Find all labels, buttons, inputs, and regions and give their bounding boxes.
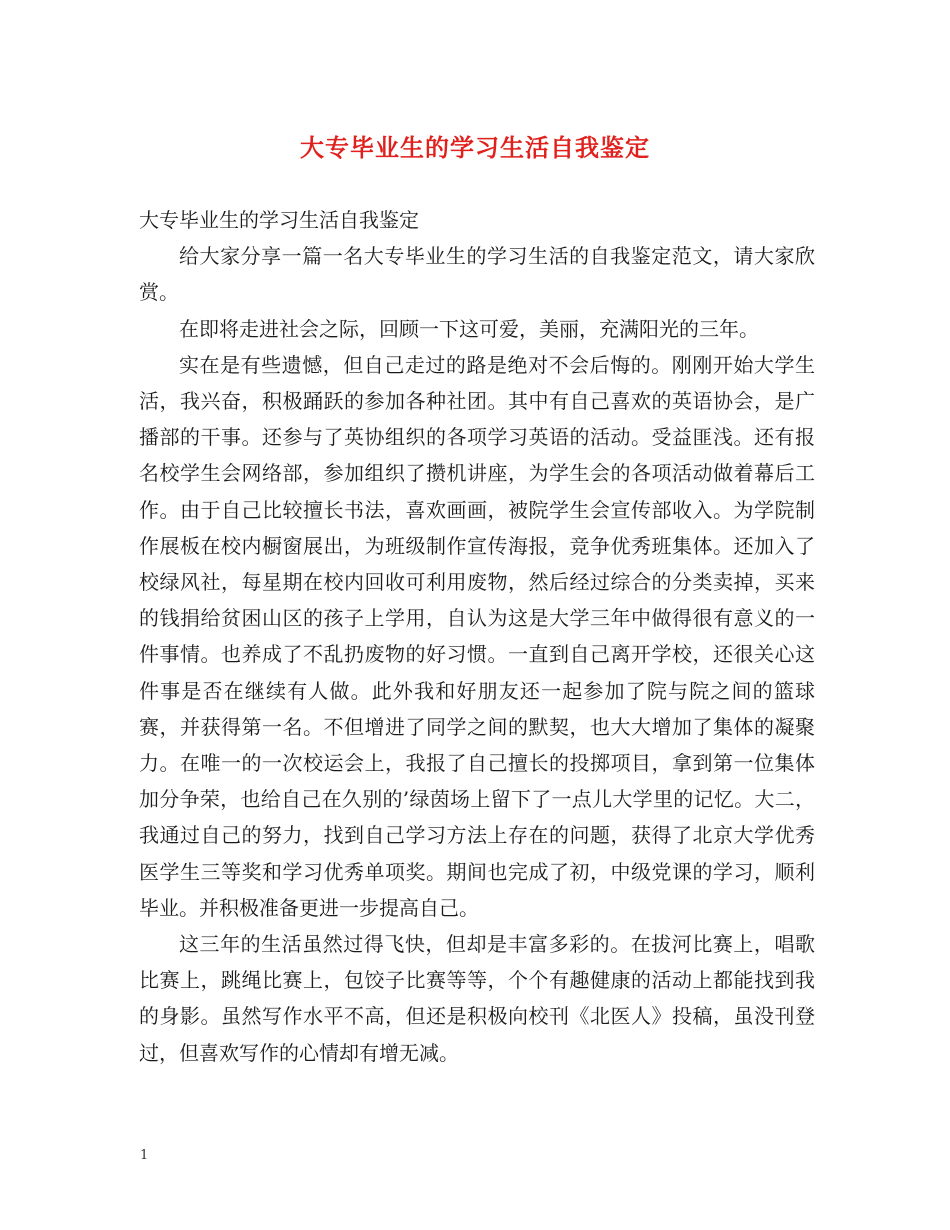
body-paragraph-heading: 大专毕业生的学习生活自我鉴定 (139, 208, 419, 232)
body-paragraph: 实在是有些遗憾，但自己走过的路是绝对不会后悔的。刚刚开始大学生活，我兴奋，积极踊跃的参加各种社团。其中有自己喜欢的英语协会，是广播部的干事。还参与了英协组织的各项学习英语的活动。受益匪浅。还有报名校学生会网络部，参加组织了攒机讲座，为学生会的各项活动做着幕后工作。由于自己比较擅长书法，喜欢画画，被院学生会宣传部收入。为学院制作展板在校内橱窗展出，为班级制作宣传海报，竞争优秀班集体。还加入了校绿风社，每星期在校内回收可利用废物，然后经过综合的分类卖掉，买来的钱捐给贫困山区的孩子上学用，自认为这是大学三年中做得很有意义的一件事情。也养成了不乱扔废物的好习惯。一直到自己离开学校，还很关心这件事是否在继续有人做。此外我和好朋友还一起参加了院与院之间的篮球赛，并获得第一名。不但增进了同学之间的默契，也大大增加了集体的凝聚力。在唯一的一次校运会上，我报了自己擅长的投掷项目，拿到第一位集体加分争荣，也给自己在久别的’绿茵场上留下了一点儿大学里的记忆。大二，我通过自己的努力，找到自己学习方法上存在的问题，获得了北京大学优秀医学生三等奖和学习优秀单项奖。期间也完成了初，中级党课的学习，顺利毕业。并积极准备更进一步提高自己。 (139, 352, 815, 920)
body-paragraph: 在即将走进社会之际，回顾一下这可爱，美丽，充满阳光的三年。 (179, 316, 759, 341)
body-paragraph: 这三年的生活虽然过得飞快，但却是丰富多彩的。在拔河比赛上，唱歌比赛上，跳绳比赛上，包饺子比赛等等，个个有趣健康的活动上都能找到我的身影。虽然写作水平不高，但还是积极向校刊《北医人》投稿，虽没刊登过，但喜欢写作的心情却有增无减。 (139, 932, 815, 1065)
page-number: 1 (140, 1148, 149, 1163)
document-title: 大专毕业生的学习生活自我鉴定 (300, 133, 650, 162)
body-paragraph: 给大家分享一篇一名大专毕业生的学习生活的自我鉴定范文，请大家欣赏。 (139, 244, 815, 305)
document-body (139, 202, 815, 1071)
